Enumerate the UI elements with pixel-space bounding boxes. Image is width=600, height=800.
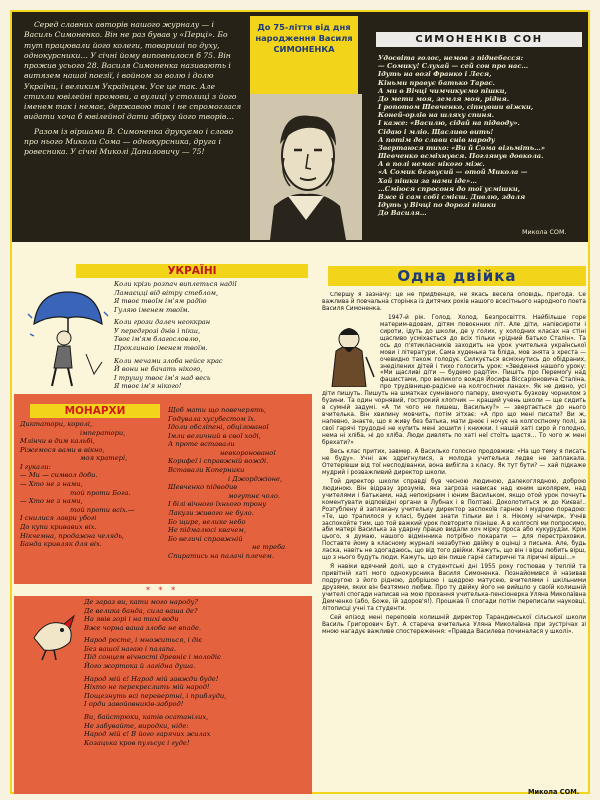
section-divider-stars: * * * [146,586,179,595]
monarkhy-poem-left [20,420,160,549]
poem-line: Ідуть на возі Франко і Леся, [378,70,492,79]
poem-line: — Хто не з нами, [20,480,83,489]
teacher-illustration [322,317,376,387]
ukraini-poem [114,280,314,395]
poem-line: Імли величний в свої ході, [168,431,261,440]
poem-line: А ми в Вічці чимчикуємо пішки, [378,86,507,95]
poem-line: Коли крізь розпач виплеться надії [114,280,237,288]
poem-line: І орди завойовників-заброд! [84,700,184,709]
poem-line: Вже чорна ваша злоба не впаде. [84,623,202,632]
poem-line: Не підмалюсі квачем, [168,526,246,535]
poem-stanza [114,318,314,352]
poem-stanza [84,598,310,632]
poem-stanza [84,713,310,747]
monarkhy-title: МОНАРХИ [30,404,160,418]
poem-line: На явів зорі і на тихі води [84,615,179,624]
poem-line: Його жортока й лагідна душа. [84,662,196,671]
poem-line: Ідоли обсліпені, обцілованої [168,423,269,432]
poem-line: — Сомику! Слухай — сей сон про нас… [378,62,529,71]
poem-line: Без вашої нагаю і палапа. [84,644,177,653]
poem-signature: Микола СОМ. [522,228,567,236]
poem-line: Народ мій є! Народ мій завжди буде! [84,674,219,683]
article-paragraph: 1947-й рік. Голод. Холод. Безпросвіття. Найбільше горе материм-вдовам, дітям повоєнних літ. Але діти, напівсироти і сироти, ідуть до школи, де у голих, у холодних класах на стіні щасливо усміхається до всіх тільки «рідний батько Сталін». Та ось до п'ятикласників заходить на урок учителька української мови і літератури. Сама худенька та бліда, мов знята з хреста — очевидно також голодує. Силкується всміхнутись до обідраних, знеділених дітей і тихо голосить урок: «Зведення нашого уроку: «Ми щасливі діти — будемо радіти». Пишіть про Перемогу над фашистами, про великого вождя Йосифа Віссаріоновича Сталіна, про трудівницю-радісне на колгоспних ланах». Як не дивно, усі діти пишуть. Пишуть на шматках сумнівного паперу, вмочують бузкову чорнилом з бузини. Та один чорнявий, гострокий хлопчик — кращий учень школи — ще сидить в сумній задумі. «А ти чого не пишеш, Васильку?» — звертається до нього вчителька. Він хвилину мовчить, потім зітхає: «А про що мені писати? Ви ж, напевно, знаєте, що я живу без батька, мати днює і ночує на колгоспному полі, за свої гарячі трудодні не купить мені зошити і книжки. І нашій хаті сиро й голодно, нема ні хліба, ні до хліба. Люди дивлять по хаті неї стоїть щастя… То чого ж мені брехати?» [322,314,586,447]
poem-line: До купи кривавих віх. [20,522,97,531]
poem-line: І ропотом Шевченко, сіпнувши віжки, [378,103,534,112]
poem-line: Твоє ім'ям благословлю, [114,335,201,344]
poem-line: Де зараз ви, кати мого народу? [84,598,198,606]
poem-line: І снилися лаври убогі [20,514,97,523]
poem-line: Коли мечами злоба нейсе крас [114,356,223,365]
poem-line: Не забувайте, виродки, ніде: [84,721,189,730]
poem-line: Ви, байстрюки, катів осатанілих, [84,712,209,721]
poem-simonenkiv-son [378,54,583,217]
poem-line: Диктатори, королі, [20,420,93,428]
poem-line: невкоронованої [220,448,276,457]
man-with-umbrella-illustration [24,284,110,390]
poem-line: І гукали: [20,462,51,471]
poem-line: імператори, [80,428,126,437]
intro-paragraph: Разом із віршами В. Симоненка друкуємо і слово про нього Миколи Сома — однокурсника, друга і ровесника. У січні Миколі Даниловичу — 75! [24,126,234,156]
article-paragraph: Той директор школи справді був чесною людиною, далекоглядною, доброю людиною. Він відразу зрозумів, яка загроза нависає над юним школярем, над учителями і батьками, над непокірним і юним Васильком, якщо отой урок почнуть коментувати відповідні органи в Лубнах і в Полтаві. Доколотиться ж до Києва!.. Розгублену й заплакану учительку директор заспокоїв гарною і мудрою порадою: «Те, що трапилося у класі, будем знати тільки ви і я. Нікому нічичирк. Учнів заспокойте тим, що той важкий урок повторите пізніше. А в колгоспі ми попросимо, аби матері Василька за ударну працю видали хоч мірку проса або кукурудзи. Крім цього, я думаю, нашого відмінника потрібно покарати — для перестраховки. Поставте йому в класному журналі незабутню двійку в оцінці з письма. Але, будь ласка, навіть не здогадаюсь, що від того двійки. Кажуть, що він і вірш любить вірш, що з нього будуть люди. Кажуть, що він пише гарні сатиричні та ліричні вірші…» [322,478,586,562]
article-paragraph: Весь клас притих, завмер. А Василько голосно продовжив: «На що тему я писать не буду». Учні аж здригнулися, а молода учителька ледве не заплакала. Отетерівши від тої несподіванки, вона вибігла з класу. Як тут бути? — хай підкаже мудрий і розважливий директор школи. [322,448,586,476]
odna-dviika-article [322,292,586,786]
poem-line: моя кратері, [80,454,128,463]
poem-stanza [114,357,314,391]
poem-line: А потім до слави снів народу [378,135,495,144]
bottom-poem [84,598,310,751]
poem-line: У передгрозі днів і пікш, [114,326,201,335]
poem-line: І білі вічного їхнього трону [168,500,267,509]
poem-line: Млінчи в дим кальбі, [20,437,95,446]
header-banner [12,12,588,242]
poem-line: Нікчемна, продажна челядь, [20,531,125,540]
intro-text [24,20,242,161]
poem-line: Де велика банда, сила ваша де? [84,606,198,615]
poem-line: А в полі немає нікого між. [378,160,485,169]
poem-stanza [84,636,310,670]
poem-line: Гуляю іменем твоїм. [114,305,190,314]
poem-line: Вставали Коперники [168,466,245,475]
poem-line: Ріжемося вами в вікно, [20,445,105,454]
poem-line: Пощезнуть всі перевертні, і приблуди, [84,691,227,700]
poem-line: Шевченко підводив [168,483,238,492]
poem-line: Спиратись на палачі плечем. [168,551,274,560]
poem-title: СИМОНЕНКІВ СОН [376,32,582,47]
poem-line: Народ мій є! В його гарячих жилах [84,730,211,739]
poem-line: Коней-орлів на шляху спиня. [378,111,495,120]
poem-line: Під сонцем вічності древніє і молодіє [84,653,221,662]
poem-line: той проти Бога. [70,488,131,497]
poem-line: А проте вставали [168,440,235,449]
poem-line: Бо щире, велике небо [168,517,246,526]
poem-line: Лакузи живого не було. [168,508,254,517]
intro-paragraph: Серед славних авторів нашого журналу — і Василь Симоненко. Він не раз бував у «Перці». Бо тут працювали його колеги, товариші по духу, однокурсники… У січні йому виповнилося б 75. Він прожив усього 28. Василя Симоненка називають і витязем нашої поезії, і войном за волю і долю України, і великим Українцем. Усе це так. Але стихли ювілейні промови, а вулиці у столиці з його іменем так і немає, державою так і не спромоглася видати хоча б ювілейної дати збірку його творів… [24,20,242,122]
odna-dviika-title: Одна двійка [328,266,586,286]
poem-line: Кіньми правує батько Тарас. [378,78,495,87]
poem-line: — Хто не з нами, [20,497,83,506]
article-signature: Микола СОМ. [528,788,580,796]
poem-line: …Сміюся спросоня до тої усмішки, [378,184,521,193]
poem-line: Удосвіта голос, немов з піднебесся: [378,54,524,62]
poem-line: Корифеї і справжній вожді. [168,457,269,466]
poem-line: Коли грози далеч неоккран [114,318,211,327]
poem-line: До мети моя, земля моя, рідня. [378,94,510,103]
poem-line: Хай пішки за нами іде»… [378,176,477,185]
poem-stanza [114,280,314,314]
poem-line: Ідуть у Вічці по дорозі пішки [378,201,497,210]
article-paragraph: Спершу я зазначу: це не придбенція, не якась весела оповідь, пригода. Се важлива й повчальна сторінка із дитячих років нашого всесітнього народного поета Василя Симоненка. [322,292,586,312]
article-paragraph: Сей епізод мені переповів колишній директор Тарандинської сільської школи Василь Григорович Бут. А стареча вчителька Уляна Миколаївна при зустрічах зі мною нагадує важливе спостереження: «Правда Василева починалася у школі». [322,614,586,635]
poem-line: «А Сомик безвусий — отой Микола — [378,168,528,177]
poem-line: той проти всіх.— [70,505,135,514]
poem-line: Банда кривляк для віх. [20,540,102,549]
portrait-drawing [250,94,362,240]
poem-line: Народ росте, і множиться, і діє [84,636,203,645]
poem-line: Щоб мати що повечерять, [168,406,267,414]
anniversary-banner: До 75-ліття від дня народження Василя СИМОНЕНКА [250,16,358,94]
monarkhy-poem-right [168,406,310,560]
poem-line: Я твоє ім'я нікого! [114,382,182,391]
poem-line: і Джорджіоне, [228,474,283,483]
poem-line: Проклинаю іменем твоїм. [114,343,208,352]
poem-line: Звертаюся тихо: «Ви й Сома візьміть…» [378,143,546,152]
poem-line: Я твоє твоїм ім'ям радію [114,297,207,306]
article-paragraph: Я навіки вдячний долі, що в студентські дні 1955 року гостював у теплій та привітній хаті мого однокурсника Василя Симоненка. Познайомився й називав подругою з його рідною, добрішою і щедрою матусею, вчителями і шкільними друзями, яких він безтямно любив. Про ту двійку його не вийшло у своїй колишній учителі спогади написав на мою прохання учителька-пенсіонерка Уляна Миколаївна Демченко (або, Боже, їй здоров'я!). Прошкав її спогади потім переписали науковці, літописці учні та студенти. [322,564,586,612]
poem-line: Ніхто не перекреслить мій народ! [84,683,210,692]
poem-line: Ламаєцці від вітру стеблом, [114,288,219,297]
poem-line: І каже: «Василю, сідай на підводу». [378,119,520,128]
poem-line: Й вони не бачать нікого, [114,365,203,374]
poem-line: Годувала хусубестом їх. [168,414,256,423]
poem-line: не треба [252,543,286,552]
poem-line: Козацька кров пульсує і гуде! [84,738,190,747]
bird-illustration [26,598,78,662]
poem-stanza [84,675,310,709]
poem-line: могутнє чоло. [228,491,281,500]
page-frame [10,10,590,794]
poem-line: Бо величі справжній [168,534,243,543]
poem-line: І трушу твоє ім'я над весь [114,373,211,382]
poem-line: Шевченко всміхнувся. Поглянув довкола. [378,152,544,161]
poem-line: До Василя… [378,209,427,218]
ukraini-title: УКРАЇНІ [76,264,308,278]
poem-line: Сідаю і мліо. Щасливо вить! [378,127,494,136]
poem-line: — Ми — символ доби. [20,471,98,480]
poem-line: Вже й сам собі смієш. Дивлю, здаля [378,192,526,201]
poet-portrait [250,94,362,240]
